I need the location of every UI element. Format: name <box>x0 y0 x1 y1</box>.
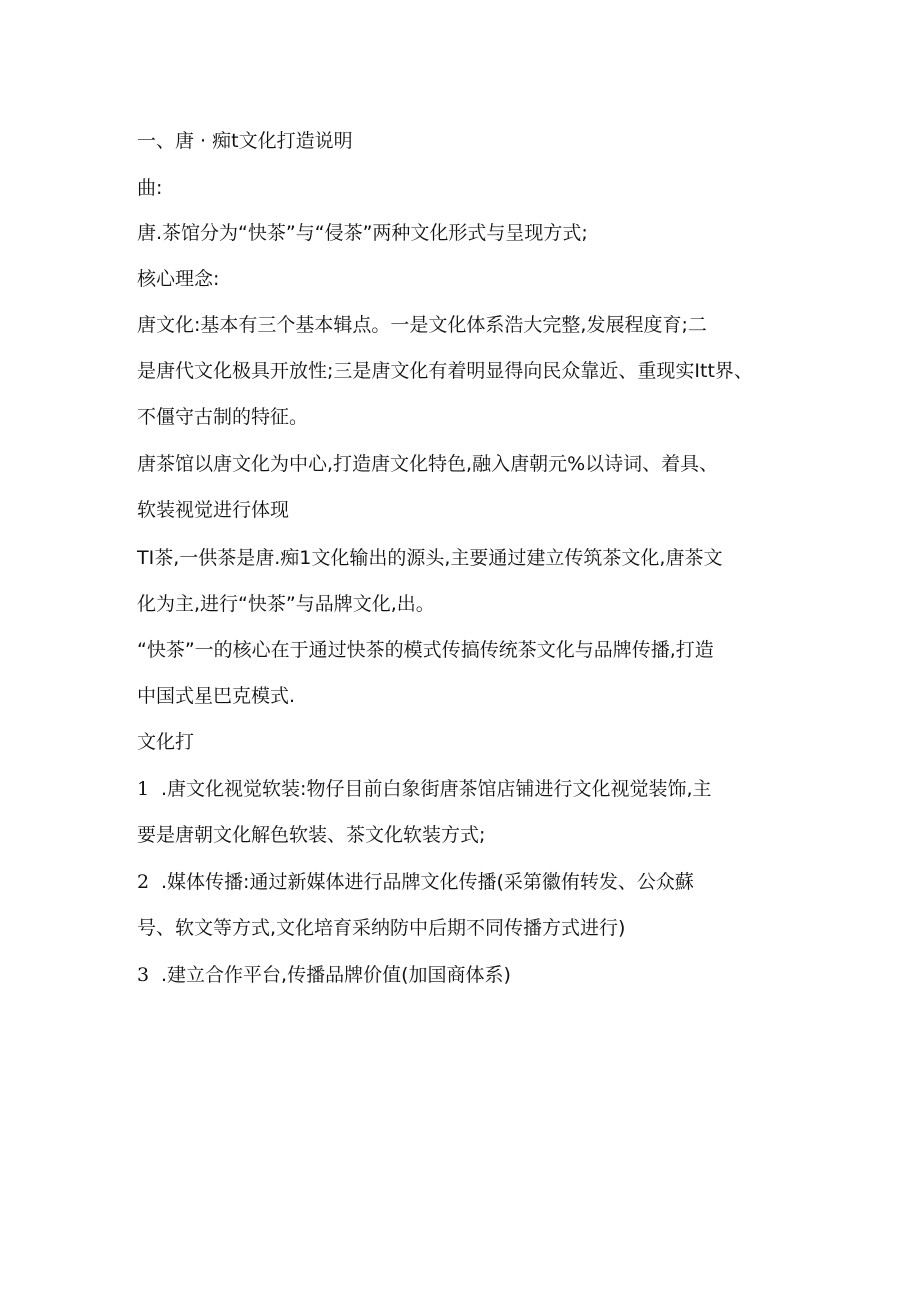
list-item-continuation: 号、软文等方式,文化培育采纳防中后期不同传播方式进行) <box>137 917 626 939</box>
paragraph-line: 中国式星巴克模式. <box>137 685 296 707</box>
list-item-text: .建立合作平台,传播品牌价值(加国商体系) <box>161 964 511 986</box>
list-item-continuation: 要是唐朝文化解色软装、茶文化软装方式; <box>137 824 486 846</box>
list-number: 1 <box>137 778 150 800</box>
list-number: 3 <box>137 964 150 986</box>
paragraph-line: 软装视觉进行体现 <box>137 499 290 521</box>
list-item <box>137 868 897 896</box>
paragraph-line: 唐茶馆以唐文化为中心,打造唐文化特色,融入唐朝元%以诗词、着具、 <box>137 453 719 475</box>
paragraph-line: “快茶”一的核心在于通过快茶的模式传搞传统茶文化与品牌传播,打造 <box>137 639 714 661</box>
paragraph-line: 是唐代文化极具开放性;三是唐文化有着明显得向民众靠近、重现实Itt界、 <box>137 360 753 382</box>
list-item <box>137 961 897 989</box>
text-line: 曲: <box>137 177 163 199</box>
list-item <box>137 775 897 803</box>
paragraph-line: 唐文化:基本有三个基本辑点。一是文化体系浩大完整,发展程度育;二 <box>137 314 707 336</box>
paragraph-line: 化为主,进行“快茶”与品牌文化,出。 <box>137 593 435 615</box>
text-line: 核心理念: <box>137 268 220 290</box>
section-heading: 一、唐 · 痴t文化打造说明 <box>137 130 353 152</box>
paragraph-line: 不僵守古制的特征。 <box>137 406 309 428</box>
paragraph-line: TI茶,一供茶是唐.痴1文化输出的源头,主要通过建立传筑茶文化,唐茶文 <box>137 547 723 569</box>
text-line: 文化打 <box>137 731 195 753</box>
text-line: 唐.茶馆分为“快茶”与“侵茶”两种文化形式与呈现方式; <box>137 222 588 244</box>
list-item-text: .媒体传播:通过新媒体进行品牌文化传播(采第徽侑转发、公众蘇 <box>161 871 694 893</box>
list-number: 2 <box>137 871 150 893</box>
list-item-text: .唐文化视觉软装:物仔目前白象街唐茶馆店铺进行文化视觉装饰,主 <box>161 778 712 800</box>
